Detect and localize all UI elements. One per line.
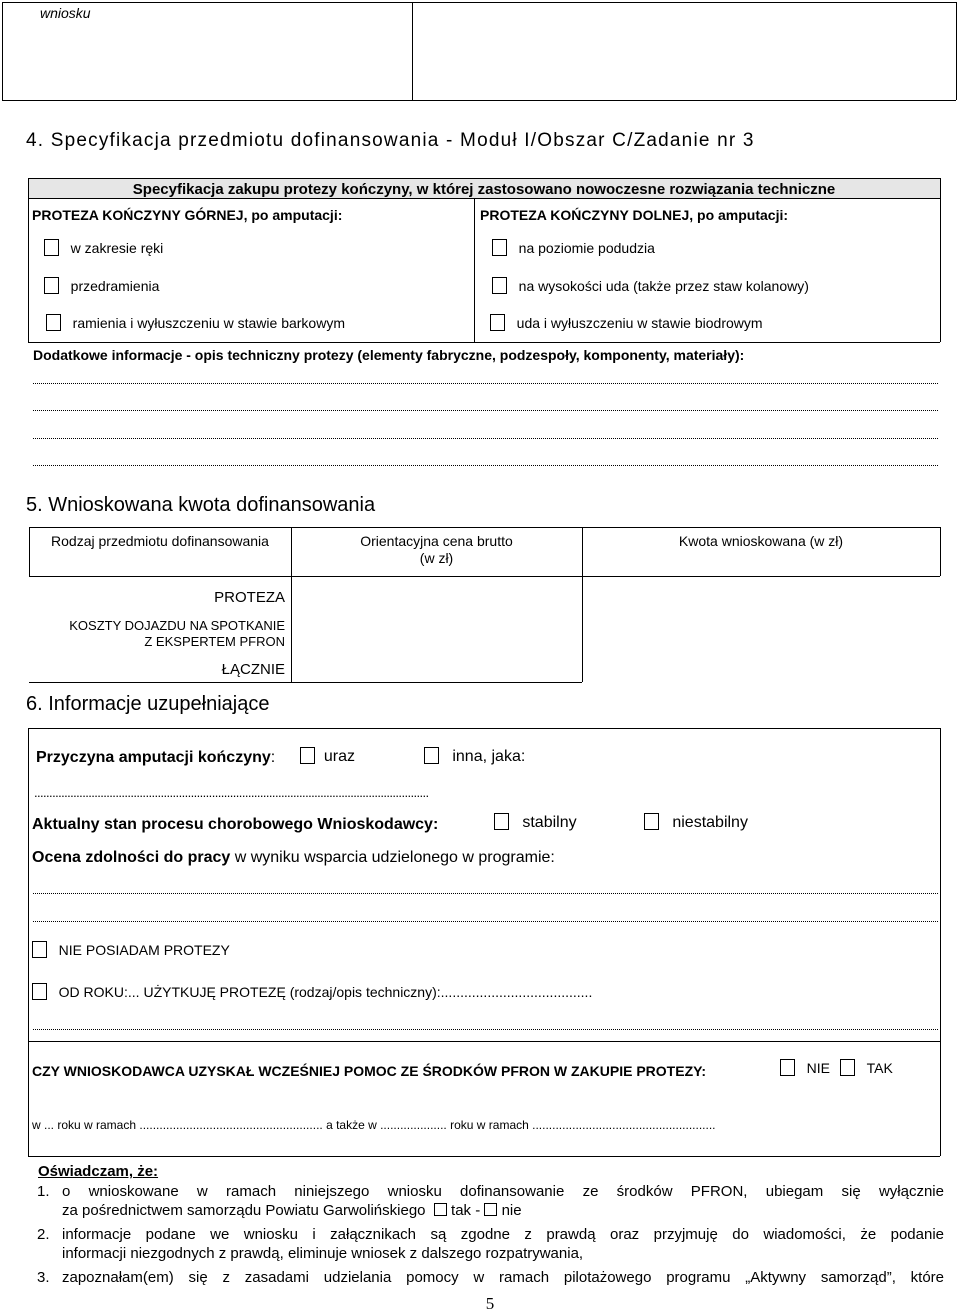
cause-dots[interactable]: ................................................................................................................................... [34, 785, 429, 800]
col-gross-price: Orientacyjna cena brutto (w zł) [360, 533, 513, 566]
section5-heading: 5. Wnioskowana kwota dofinansowania [26, 494, 376, 516]
lower-option-hip[interactable]: uda i wyłuszczeniu w stawie biodrowym [490, 314, 763, 331]
col-requested-amount: Kwota wnioskowana (w zł) [678, 533, 844, 549]
checkbox[interactable] [32, 983, 47, 1000]
dotted-line[interactable] [33, 921, 938, 922]
dotted-line[interactable] [33, 1029, 938, 1030]
lower-option-thigh[interactable]: na wysokości uda (także przez staw kolanowy) [492, 277, 809, 294]
dotted-line[interactable] [33, 410, 938, 411]
checkbox[interactable] [494, 813, 509, 830]
lower-option-shank[interactable]: na poziomie podudzia [492, 239, 655, 256]
declaration-item-3-number: 3. [37, 1269, 50, 1286]
checkbox[interactable] [44, 239, 59, 256]
checkbox[interactable] [780, 1059, 795, 1076]
checkbox[interactable] [44, 277, 59, 294]
upper-option-hand[interactable]: w zakresie ręki [44, 239, 163, 256]
no-prosthesis-option[interactable]: NIE POSIADAM PROTEZY [32, 941, 230, 958]
state-option-stable[interactable]: stabilny [494, 813, 577, 832]
section4-heading: 4. Specyfikacja przedmiotu dofinansowania - Moduł I/Obszar C/Zadanie nr 3 [26, 130, 755, 151]
checkbox[interactable] [492, 239, 507, 256]
lower-limb-header: PROTEZA KOŃCZYNY DOLNEJ, po amputacji: [480, 207, 789, 223]
declaration-item-1-line-2: za pośrednictwem samorządu Powiatu Garwolińskiego tak - nie [62, 1202, 522, 1219]
row-travel-costs: KOSZTY DOJAZDU NA SPOTKANIE Z EKSPERTEM PFRON [69, 618, 285, 649]
declaration-title: Oświadczam, że: [38, 1163, 159, 1180]
checkbox[interactable] [490, 314, 505, 331]
prior-aid-no[interactable]: NIE [780, 1059, 830, 1076]
amputation-cause-row: Przyczyna amputacji kończyny: [36, 749, 276, 766]
spec-table-title: Specyfikacja zakupu protezy kończyny, w której zastosowano nowoczesne rozwiązania techniczne [132, 181, 836, 198]
cause-option-other[interactable]: inna, jaka: [424, 747, 525, 766]
since-year-option[interactable]: OD ROKU:... UŻYTKUJĘ PROTEZĘ (rodzaj/opis techniczny):....................................... [32, 983, 592, 1000]
work-ability-label: Ocena zdolności do pracy w wyniku wsparcia udzielonego w programie: [32, 849, 555, 866]
dotted-line[interactable] [33, 465, 938, 466]
dotted-line[interactable] [33, 383, 938, 384]
prior-aid-yes[interactable]: TAK [840, 1059, 893, 1076]
declaration-item-1-line-1: o wnioskowane w ramach niniejszego wniosku dofinansowanie ze środków PFRON, ubiegam się wyłącznie [62, 1183, 944, 1200]
page-number: 5 [485, 1294, 495, 1313]
declaration-item-1-number: 1. [37, 1183, 50, 1200]
checkbox[interactable] [424, 747, 439, 764]
dotted-line[interactable] [33, 438, 938, 439]
row-proteza: PROTEZA [214, 589, 285, 606]
top-table-left-cell: wniosku [40, 5, 91, 21]
checkbox[interactable] [492, 277, 507, 294]
col-item-type: Rodzaj przedmiotu dofinansowania [51, 533, 269, 549]
state-option-unstable[interactable]: niestabilny [644, 813, 748, 832]
declaration-item-2-line-2: informacji niezgodnych z prawdą, eliminuje wniosek z dalszego rozpatrywania, [62, 1245, 584, 1262]
upper-option-forearm[interactable]: przedramienia [44, 277, 159, 294]
upper-limb-header: PROTEZA KOŃCZYNY GÓRNEJ, po amputacji: [32, 207, 343, 223]
checkbox[interactable] [300, 747, 315, 764]
disease-state-label: Aktualny stan procesu chorobowego Wnioskodawcy: [32, 816, 439, 833]
checkbox[interactable] [32, 941, 47, 958]
prior-aid-question: CZY WNIOSKODAWCA UZYSKAŁ WCZEŚNIEJ POMOC ZE ŚRODKÓW PFRON W ZAKUPIE PROTEZY: [32, 1063, 707, 1079]
section6-heading: 6. Informacje uzupełniające [26, 693, 270, 715]
checkbox[interactable] [46, 314, 61, 331]
prior-aid-year-line[interactable]: w ... roku w ramach ....................................................... a także w .................... roku w ramach ....................................................... [32, 1118, 716, 1132]
declaration-item-2-number: 2. [37, 1226, 50, 1243]
checkbox[interactable] [840, 1059, 855, 1076]
additional-info-label: Dodatkowe informacje - opis techniczny protezy (elementy fabryczne, podzespoły, komponenty, materiały): [33, 347, 745, 363]
dotted-line[interactable] [33, 893, 938, 894]
declaration-item-2-line-1: informacje podane we wniosku i załącznikach są zgodne z prawdą oraz przyjmuję do wiadomości, że podanie [62, 1226, 944, 1243]
upper-option-arm[interactable]: ramienia i wyłuszczeniu w stawie barkowym [46, 314, 345, 331]
checkbox-tak[interactable] [434, 1203, 447, 1216]
declaration-item-3-line-1: zapoznałam(em) się z zasadami udzielania pomocy w ramach pilotażowego programu „Aktywny samorząd”, które [62, 1269, 944, 1286]
checkbox-nie[interactable] [484, 1203, 497, 1216]
checkbox[interactable] [644, 813, 659, 830]
cause-option-injury[interactable]: uraz [300, 747, 355, 766]
row-total: ŁĄCZNIE [221, 661, 285, 678]
